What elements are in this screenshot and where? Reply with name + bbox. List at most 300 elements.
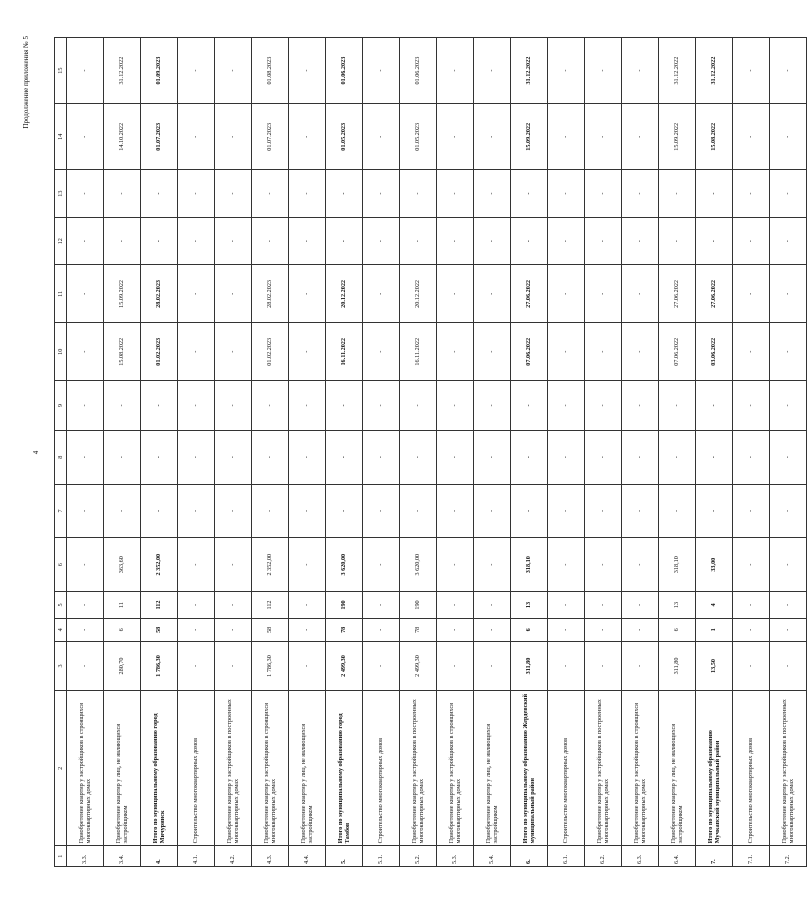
value-cell: -: [289, 265, 326, 323]
page-number: 4: [32, 450, 40, 455]
row-index-cell: 7.2.: [770, 846, 807, 867]
column-number-cell: 9: [55, 381, 67, 431]
table-row: [178, 38, 215, 867]
value-cell: -: [696, 217, 733, 265]
value-cell: -: [548, 381, 585, 431]
row-index-cell: 7.: [696, 846, 733, 867]
value-cell: -: [696, 430, 733, 484]
row-label-cell: Приобретение квартир у застройщиков в строящихся многоквартирных домах: [252, 691, 289, 846]
row-label-cell: Итого по муниципальному образованию Мучкапский муниципальный район: [696, 691, 733, 846]
table-row: [289, 38, 326, 867]
row-index-cell: 4.: [141, 846, 178, 867]
value-cell: 01.07.2023: [141, 104, 178, 170]
row-index-cell: 5.4.: [474, 846, 511, 867]
value-cell: 01.02.2023: [252, 323, 289, 381]
value-cell: -: [770, 430, 807, 484]
value-cell: -: [585, 104, 622, 170]
table-row: [437, 38, 474, 867]
row-label-cell: Приобретение квартир у лиц, не являющихся застройщиком: [474, 691, 511, 846]
value-cell: -: [733, 538, 770, 592]
value-cell: -: [585, 323, 622, 381]
value-cell: -: [770, 641, 807, 691]
value-cell: -: [733, 381, 770, 431]
value-cell: -: [733, 430, 770, 484]
row-label-cell: Приобретение квартир у застройщиков в построенных многоквартирных домах: [585, 691, 622, 846]
value-cell: -: [622, 104, 659, 170]
value-cell: -: [289, 170, 326, 218]
value-cell: -: [289, 618, 326, 641]
value-cell: -: [289, 217, 326, 265]
column-number-cell: 10: [55, 323, 67, 381]
value-cell: -: [659, 430, 696, 484]
value-cell: -: [696, 381, 733, 431]
value-cell: -: [289, 38, 326, 104]
row-label-cell: Строительство многоквартирных домов: [178, 691, 215, 846]
value-cell: -: [289, 430, 326, 484]
value-cell: -: [178, 592, 215, 619]
value-cell: -: [659, 381, 696, 431]
row-label-cell: Итого по муниципальному образованию город Мичуринск: [141, 691, 178, 846]
value-cell: -: [252, 170, 289, 218]
value-cell: -: [178, 641, 215, 691]
value-cell: -: [548, 484, 585, 538]
value-cell: -: [67, 618, 104, 641]
value-cell: 4: [696, 592, 733, 619]
column-number-cell: 13: [55, 170, 67, 218]
value-cell: -: [141, 170, 178, 218]
value-cell: -: [215, 484, 252, 538]
row-index-cell: 4.3.: [252, 846, 289, 867]
value-cell: -: [326, 381, 363, 431]
value-cell: -: [178, 104, 215, 170]
row-index-cell: 4.2.: [215, 846, 252, 867]
value-cell: -: [363, 592, 400, 619]
value-cell: -: [733, 265, 770, 323]
value-cell: 13: [511, 592, 548, 619]
value-cell: -: [585, 217, 622, 265]
table-row: [215, 38, 252, 867]
value-cell: -: [511, 381, 548, 431]
value-cell: -: [363, 104, 400, 170]
value-cell: -: [437, 538, 474, 592]
value-cell: 03.06.2022: [696, 323, 733, 381]
value-cell: -: [770, 104, 807, 170]
value-cell: -: [437, 641, 474, 691]
value-cell: 1: [696, 618, 733, 641]
value-cell: 01.05.2023: [400, 104, 437, 170]
value-cell: -: [622, 265, 659, 323]
value-cell: -: [289, 104, 326, 170]
value-cell: -: [585, 641, 622, 691]
value-cell: 01.05.2023: [326, 104, 363, 170]
row-index-cell: 3.3.: [67, 846, 104, 867]
value-cell: -: [770, 484, 807, 538]
value-cell: -: [215, 170, 252, 218]
value-cell: -: [437, 381, 474, 431]
table-row: [733, 38, 770, 867]
value-cell: -: [326, 430, 363, 484]
value-cell: -: [770, 618, 807, 641]
total-row: [326, 38, 363, 867]
value-cell: 13: [659, 592, 696, 619]
table-row: [67, 38, 104, 867]
table-row: [659, 38, 696, 867]
value-cell: -: [67, 592, 104, 619]
value-cell: -: [585, 38, 622, 104]
value-cell: -: [67, 484, 104, 538]
value-cell: -: [659, 484, 696, 538]
row-index-cell: 6.2.: [585, 846, 622, 867]
value-cell: 112: [141, 592, 178, 619]
value-cell: -: [289, 592, 326, 619]
value-cell: -: [363, 38, 400, 104]
column-number-cell: 1: [55, 846, 67, 867]
value-cell: -: [474, 104, 511, 170]
value-cell: 6: [104, 618, 141, 641]
value-cell: -: [548, 430, 585, 484]
row-label-cell: Итого по муниципальному образованию город Тамбов: [326, 691, 363, 846]
value-cell: -: [733, 323, 770, 381]
value-cell: 78: [326, 618, 363, 641]
value-cell: 3 620,00: [400, 538, 437, 592]
value-cell: -: [622, 38, 659, 104]
value-cell: -: [585, 265, 622, 323]
value-cell: -: [215, 38, 252, 104]
value-cell: -: [548, 592, 585, 619]
value-cell: -: [511, 484, 548, 538]
value-cell: -: [178, 618, 215, 641]
value-cell: -: [67, 170, 104, 218]
value-cell: -: [67, 538, 104, 592]
row-label-cell: Строительство многоквартирных домов: [548, 691, 585, 846]
value-cell: 78: [400, 618, 437, 641]
column-number-cell: 15: [55, 38, 67, 104]
value-cell: -: [770, 538, 807, 592]
row-index-cell: 4.1.: [178, 846, 215, 867]
value-cell: -: [548, 38, 585, 104]
row-label-cell: Приобретение квартир у застройщиков в строящихся многоквартирных домах: [67, 691, 104, 846]
value-cell: -: [770, 592, 807, 619]
value-cell: 190: [326, 592, 363, 619]
value-cell: -: [104, 381, 141, 431]
value-cell: -: [363, 538, 400, 592]
value-cell: -: [474, 38, 511, 104]
value-cell: -: [141, 484, 178, 538]
row-index-cell: 5.3.: [437, 846, 474, 867]
value-cell: 6: [659, 618, 696, 641]
value-cell: -: [622, 592, 659, 619]
row-index-cell: 3.4.: [104, 846, 141, 867]
value-cell: -: [585, 538, 622, 592]
value-cell: 20.12.2022: [400, 265, 437, 323]
column-number-cell: 3: [55, 641, 67, 691]
value-cell: -: [585, 592, 622, 619]
value-cell: -: [437, 104, 474, 170]
value-cell: -: [178, 38, 215, 104]
value-cell: -: [548, 170, 585, 218]
column-number-cell: 2: [55, 691, 67, 846]
value-cell: -: [585, 484, 622, 538]
value-cell: -: [733, 641, 770, 691]
value-cell: -: [474, 217, 511, 265]
value-cell: -: [437, 217, 474, 265]
value-cell: -: [474, 592, 511, 619]
value-cell: 1 786,30: [141, 641, 178, 691]
value-cell: 15.08.2022: [104, 323, 141, 381]
value-cell: -: [141, 217, 178, 265]
column-number-cell: 6: [55, 538, 67, 592]
value-cell: 11: [104, 592, 141, 619]
table-row: [622, 38, 659, 867]
value-cell: -: [289, 484, 326, 538]
value-cell: -: [770, 265, 807, 323]
value-cell: -: [585, 430, 622, 484]
value-cell: -: [178, 381, 215, 431]
value-cell: -: [437, 170, 474, 218]
row-label-cell: Приобретение квартир у застройщиков в построенных многоквартирных домах: [770, 691, 807, 846]
value-cell: -: [622, 641, 659, 691]
value-cell: -: [474, 538, 511, 592]
value-cell: 31.12.2022: [696, 38, 733, 104]
value-cell: 190: [400, 592, 437, 619]
value-cell: -: [622, 170, 659, 218]
value-cell: 15.09.2022: [104, 265, 141, 323]
rotated-page-content: [20, 30, 795, 875]
value-cell: 318,10: [511, 538, 548, 592]
value-cell: -: [548, 217, 585, 265]
value-cell: -: [659, 217, 696, 265]
value-cell: -: [104, 217, 141, 265]
value-cell: -: [400, 217, 437, 265]
value-cell: -: [770, 323, 807, 381]
value-cell: -: [437, 265, 474, 323]
row-label-cell: Приобретение квартир у лиц, не являющихся застройщиком: [659, 691, 696, 846]
value-cell: -: [363, 265, 400, 323]
value-cell: 01.02.2023: [141, 323, 178, 381]
value-cell: 20.12.2022: [326, 265, 363, 323]
value-cell: -: [215, 265, 252, 323]
value-cell: -: [622, 323, 659, 381]
program-table: [54, 37, 807, 867]
row-index-cell: 4.4.: [289, 846, 326, 867]
value-cell: -: [67, 265, 104, 323]
value-cell: -: [215, 641, 252, 691]
value-cell: -: [733, 618, 770, 641]
value-cell: -: [215, 217, 252, 265]
value-cell: -: [659, 170, 696, 218]
row-label-cell: Итого по муниципальному образованию Жердевский муниципальный район: [511, 691, 548, 846]
value-cell: -: [474, 265, 511, 323]
value-cell: -: [141, 430, 178, 484]
value-cell: -: [215, 592, 252, 619]
table-row: [400, 38, 437, 867]
value-cell: -: [363, 381, 400, 431]
value-cell: -: [289, 381, 326, 431]
value-cell: -: [548, 641, 585, 691]
value-cell: -: [733, 484, 770, 538]
value-cell: -: [548, 618, 585, 641]
table-row: [104, 38, 141, 867]
value-cell: -: [622, 538, 659, 592]
value-cell: -: [733, 217, 770, 265]
value-cell: -: [178, 538, 215, 592]
value-cell: -: [400, 381, 437, 431]
value-cell: -: [548, 323, 585, 381]
value-cell: -: [178, 323, 215, 381]
value-cell: 15.08.2022: [696, 104, 733, 170]
appendix-note: Продолжение приложения № 5: [22, 36, 30, 129]
table-body: [55, 38, 807, 867]
value-cell: -: [437, 38, 474, 104]
table-row: [585, 38, 622, 867]
value-cell: 58: [141, 618, 178, 641]
value-cell: -: [400, 484, 437, 538]
value-cell: 01.06.2023: [400, 38, 437, 104]
value-cell: -: [178, 265, 215, 323]
table-row: [770, 38, 807, 867]
value-cell: -: [252, 381, 289, 431]
value-cell: 6: [511, 618, 548, 641]
value-cell: -: [252, 484, 289, 538]
column-number-cell: 5: [55, 592, 67, 619]
value-cell: 2 352,00: [252, 538, 289, 592]
value-cell: -: [178, 430, 215, 484]
value-cell: -: [178, 484, 215, 538]
value-cell: -: [215, 104, 252, 170]
value-cell: -: [363, 430, 400, 484]
table-header-row: [55, 38, 67, 867]
row-index-cell: 5.: [326, 846, 363, 867]
value-cell: 2 499,30: [326, 641, 363, 691]
row-index-cell: 6.1.: [548, 846, 585, 867]
value-cell: -: [363, 323, 400, 381]
value-cell: -: [252, 217, 289, 265]
value-cell: -: [622, 430, 659, 484]
value-cell: 01.09.2023: [141, 38, 178, 104]
value-cell: -: [733, 592, 770, 619]
total-row: [696, 38, 733, 867]
column-number-cell: 12: [55, 217, 67, 265]
value-cell: -: [104, 170, 141, 218]
value-cell: -: [215, 430, 252, 484]
value-cell: 31.12.2022: [104, 38, 141, 104]
column-number-cell: 11: [55, 265, 67, 323]
value-cell: 07.06.2022: [659, 323, 696, 381]
value-cell: -: [437, 323, 474, 381]
value-cell: -: [770, 381, 807, 431]
value-cell: -: [363, 217, 400, 265]
value-cell: 27.06.2022: [659, 265, 696, 323]
row-index-cell: 6.3.: [622, 846, 659, 867]
value-cell: 28.02.2023: [141, 265, 178, 323]
column-number-cell: 7: [55, 484, 67, 538]
value-cell: -: [770, 38, 807, 104]
value-cell: -: [622, 618, 659, 641]
value-cell: -: [511, 170, 548, 218]
value-cell: -: [141, 381, 178, 431]
value-cell: -: [215, 538, 252, 592]
row-label-cell: Приобретение квартир у застройщиков в строящихся многоквартирных домах: [622, 691, 659, 846]
value-cell: -: [363, 641, 400, 691]
value-cell: 33,00: [696, 538, 733, 592]
value-cell: 2 352,00: [141, 538, 178, 592]
value-cell: 15.09.2022: [511, 104, 548, 170]
column-number-cell: 4: [55, 618, 67, 641]
value-cell: -: [770, 217, 807, 265]
value-cell: 07.06.2022: [511, 323, 548, 381]
table-row: [548, 38, 585, 867]
value-cell: 311,80: [659, 641, 696, 691]
value-cell: 15.09.2022: [659, 104, 696, 170]
value-cell: 01.06.2023: [326, 38, 363, 104]
value-cell: -: [400, 430, 437, 484]
value-cell: -: [733, 38, 770, 104]
value-cell: -: [474, 430, 511, 484]
value-cell: 58: [252, 618, 289, 641]
total-row: [141, 38, 178, 867]
value-cell: -: [104, 484, 141, 538]
table-row: [363, 38, 400, 867]
value-cell: -: [67, 217, 104, 265]
value-cell: -: [622, 484, 659, 538]
value-cell: 280,70: [104, 641, 141, 691]
row-label-cell: Приобретение квартир у застройщиков в построенных многоквартирных домах: [215, 691, 252, 846]
value-cell: -: [363, 170, 400, 218]
row-label-cell: Приобретение квартир у застройщиков в строящихся многоквартирных домах: [437, 691, 474, 846]
value-cell: -: [696, 170, 733, 218]
value-cell: -: [67, 430, 104, 484]
value-cell: 112: [252, 592, 289, 619]
value-cell: -: [67, 38, 104, 104]
value-cell: -: [474, 618, 511, 641]
row-index-cell: 7.1.: [733, 846, 770, 867]
value-cell: -: [437, 592, 474, 619]
table-row: [252, 38, 289, 867]
value-cell: 28.02.2023: [252, 265, 289, 323]
value-cell: -: [437, 618, 474, 641]
value-cell: 27.06.2022: [696, 265, 733, 323]
row-label-cell: Приобретение квартир у застройщиков в построенных многоквартирных домах: [400, 691, 437, 846]
value-cell: -: [326, 484, 363, 538]
value-cell: -: [511, 430, 548, 484]
row-index-cell: 5.1.: [363, 846, 400, 867]
value-cell: -: [215, 381, 252, 431]
column-number-cell: 8: [55, 430, 67, 484]
value-cell: -: [363, 484, 400, 538]
value-cell: -: [67, 641, 104, 691]
value-cell: -: [400, 170, 437, 218]
value-cell: -: [770, 170, 807, 218]
value-cell: -: [67, 104, 104, 170]
value-cell: 13,50: [696, 641, 733, 691]
value-cell: 363,60: [104, 538, 141, 592]
value-cell: 3 620,00: [326, 538, 363, 592]
value-cell: -: [474, 381, 511, 431]
row-label-cell: Строительство многоквартирных домов: [363, 691, 400, 846]
value-cell: -: [289, 538, 326, 592]
value-cell: -: [104, 430, 141, 484]
value-cell: 1 786,30: [252, 641, 289, 691]
value-cell: -: [363, 618, 400, 641]
row-index-cell: 5.2.: [400, 846, 437, 867]
value-cell: -: [733, 170, 770, 218]
value-cell: 14.10.2022: [104, 104, 141, 170]
value-cell: -: [622, 381, 659, 431]
value-cell: 16.11.2022: [326, 323, 363, 381]
value-cell: -: [289, 323, 326, 381]
total-row: [511, 38, 548, 867]
value-cell: -: [548, 538, 585, 592]
